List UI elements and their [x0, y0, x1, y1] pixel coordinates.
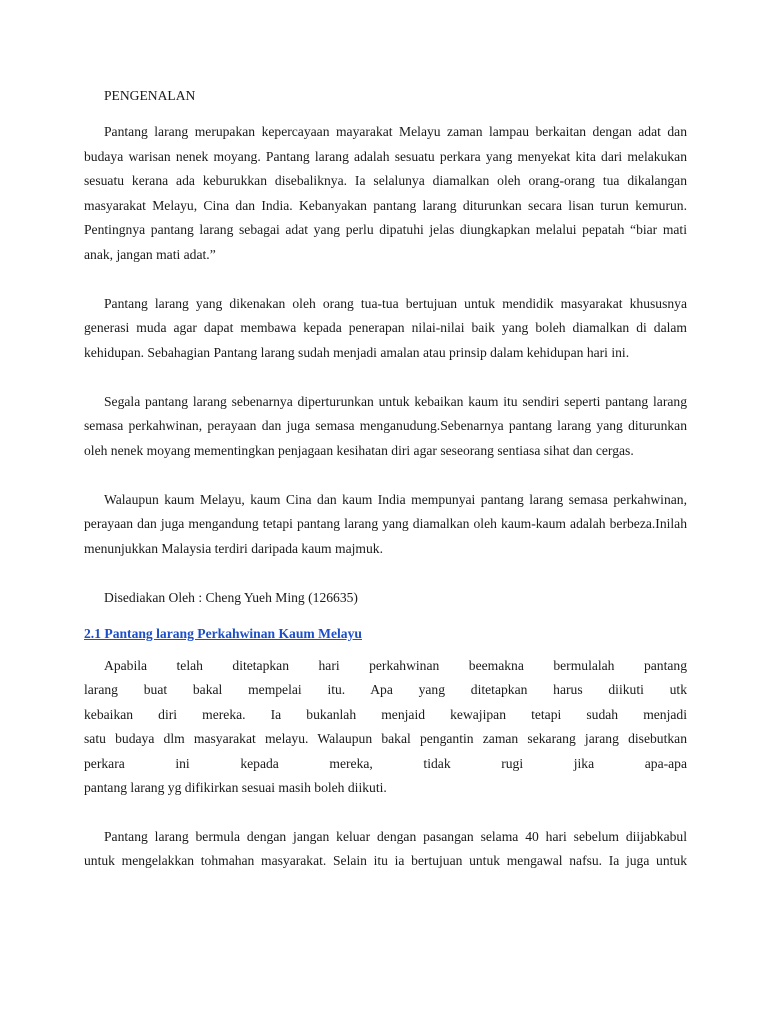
section-line-6: pantang larang yg difikirkan sesuai masih boleh diikuti. — [84, 780, 387, 795]
final-paragraph — [84, 825, 687, 874]
intro-paragraph-1: Pantang larang merupakan kepercayaan mayarakat Melayu zaman lampau berkaitan dengan adat dan budaya warisan nenek moyang. Pantang larang adalah sesuatu perkara yang menyekat kita dari melakukan sesuatu kerana ada keburukkan disebaliknya. Ia selalunya diamalkan oleh orang-orang tua dikalangan masyarakat Melayu, Cina dan India. Kebanyakan pantang larang diturunkan secara lisan turun kemurun. Pentingnya pantang larang sebagai adat yang perlu dipatuhi jelas diungkapkan melalui pepatah “biar mati anak, jangan mati adat.” — [84, 124, 687, 262]
final-line-2: untuk mengelakkan tohmahan masyarakat. Selain itu ia bertujuan untuk mengawal nafsu. Ia juga untuk — [84, 853, 687, 868]
intro-paragraph-3: Segala pantang larang sebenarnya diperturunkan untuk kebaikan kaum itu sendiri seperti pantang larang semasa perkahwinan, perayaan dan juga semasa menganudung.Sebenarnya pantang larang yang diturunkan oleh nenek moyang mementingkan penjagaan kesihatan diri agar seseorang sentiasa sihat dan cergas. — [84, 393, 687, 458]
section-title-link[interactable]: 2.1 Pantang larang Perkahwinan Kaum Melayu — [84, 625, 362, 641]
final-line-1: Pantang larang bermula dengan jangan keluar dengan pasangan selama 40 hari sebelum diijabkabul — [104, 828, 687, 844]
document-page — [84, 84, 687, 874]
document-heading: PENGENALAN — [104, 88, 196, 103]
section-line-5: perkara ini kepada mereka, tidak rugi jika apa-apa — [84, 755, 687, 771]
paragraph-gap — [84, 801, 687, 825]
intro-paragraph-2: Pantang larang yang dikenakan oleh orang tua-tua bertujuan untuk mendidik masyarakat khususnya generasi muda agar dapat membawa kepada penerapan nilai-nilai baik yang boleh diamalkan di dalam kehidupan. Sebahagian Pantang larang sudah menjadi amalan atau prinsip dalam kehidupan hari ini. — [84, 295, 687, 360]
section-paragraph — [84, 654, 687, 801]
intro-paragraph-4: Walaupun kaum Melayu, kaum Cina dan kaum India mempunyai pantang larang semasa perkahwinan, perayaan dan juga mengandung tetapi pantang larang yang diamalkan oleh kaum-kaum adalah berbeza.Inilah menunjukkan Malaysia terdiri daripada kaum majmuk. — [84, 491, 687, 556]
section-line-4: satu budaya dlm masyarakat melayu. Walaupun bakal pengantin zaman sekarang jarang disebutkan — [84, 731, 687, 746]
section-line-3: kebaikan diri mereka. Ia bukanlah menjaid kewajipan tetapi sudah menjadi — [84, 706, 687, 722]
author-line: Disediakan Oleh : Cheng Yueh Ming (126635) — [104, 589, 358, 605]
section-line-1: Apabila telah ditetapkan hari perkahwinan beemakna bermulalah pantang — [104, 657, 687, 673]
section-line-2: larang buat bakal mempelai itu. Apa yang ditetapkan harus diikuti utk — [84, 682, 687, 697]
